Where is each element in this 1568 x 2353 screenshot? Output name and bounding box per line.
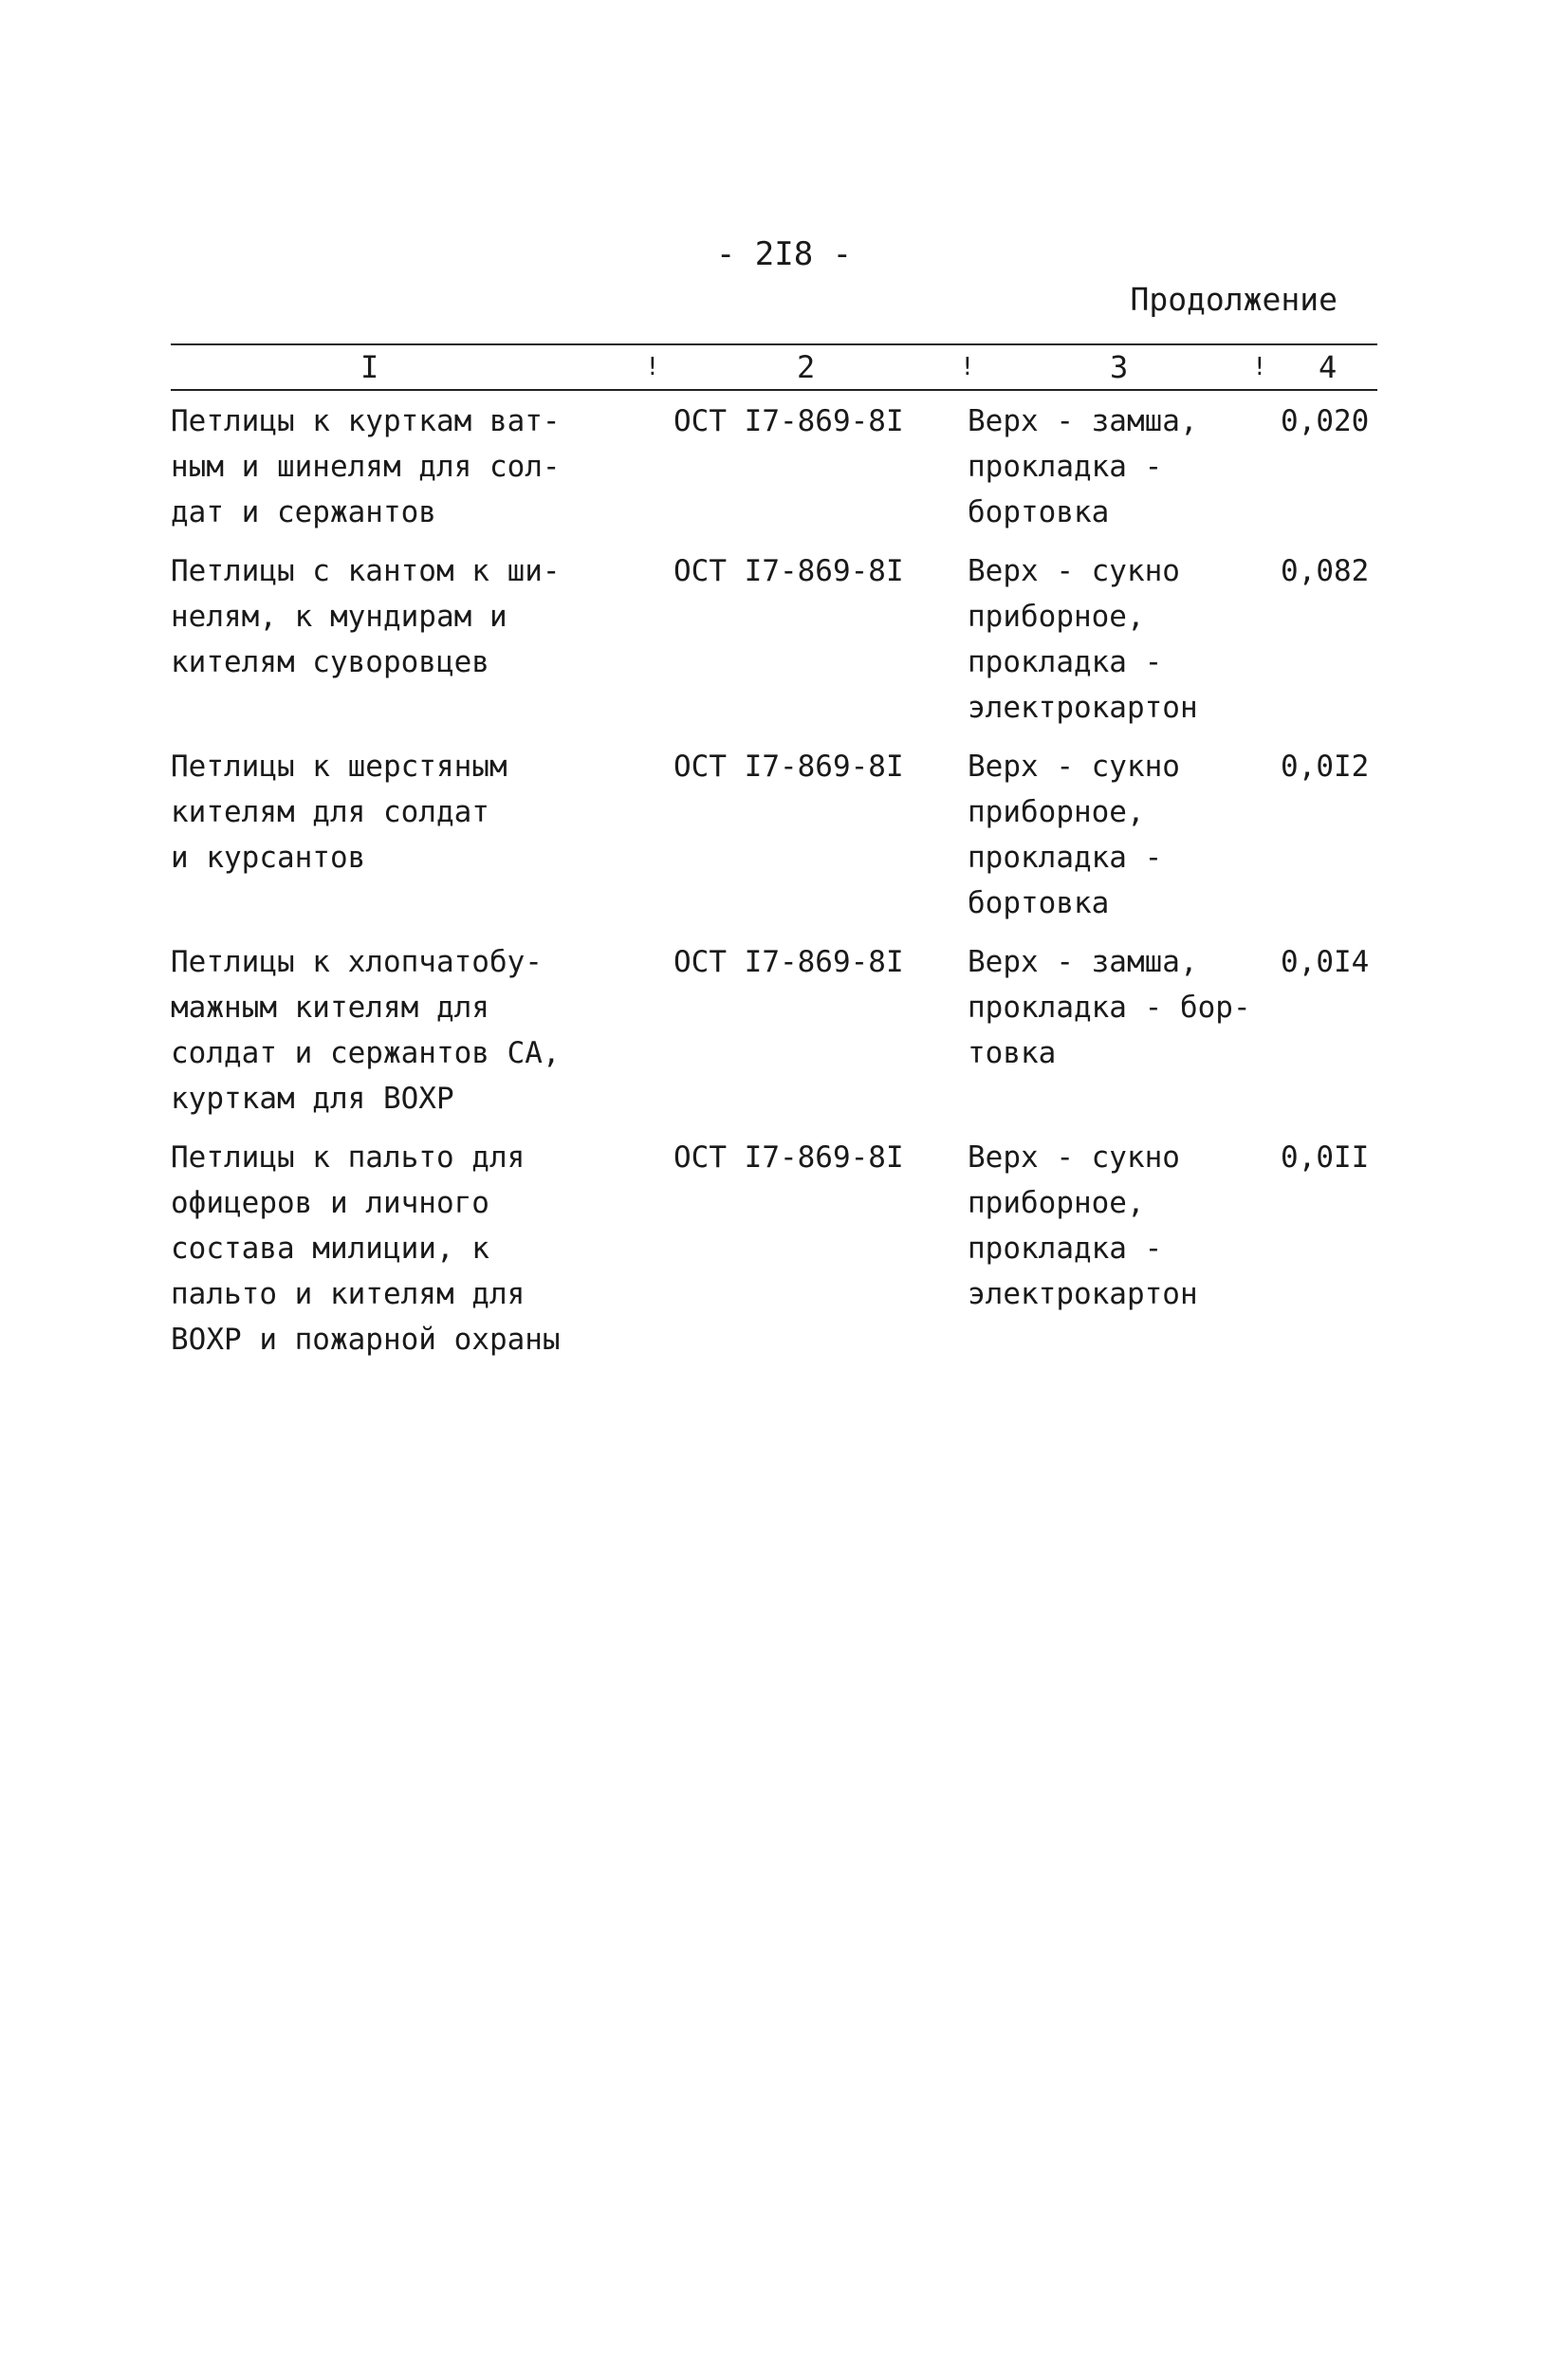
standard-cell: ОСТ I7-869-8I <box>673 554 904 588</box>
table-header-row <box>171 349 1377 387</box>
continuation-label: Продолжение <box>1130 281 1337 318</box>
table-body <box>171 398 1377 1376</box>
standard-cell: ОСТ I7-869-8I <box>673 945 904 979</box>
item-cell: Петлицы к хлопчатобу- мажным кителям для солдат и сержантов СА, курткам для ВОХР <box>171 945 561 1116</box>
table-row <box>171 548 1377 731</box>
page-number: - 2I8 - <box>715 235 853 273</box>
column-separator: ! <box>1252 353 1267 381</box>
material-cell: Верх - замша, прокладка - бортовка <box>968 404 1198 529</box>
standard-cell: ОСТ I7-869-8I <box>673 750 904 784</box>
item-cell: Петлицы с кантом к ши- нелям, к мундирам и кителям суворовцев <box>171 554 561 679</box>
material-cell: Верх - сукно приборное, прокладка - электрокартон <box>968 554 1198 725</box>
standard-cell: ОСТ I7-869-8I <box>673 404 904 438</box>
material-cell: Верх - сукно приборное, прокладка - электрокартон <box>968 1140 1198 1311</box>
material-cell: Верх - сукно приборное, прокладка - бортовка <box>968 750 1180 920</box>
column-separator: ! <box>645 353 660 381</box>
table-top-rule <box>171 343 1377 345</box>
column-header-3: 3 <box>1110 349 1129 385</box>
item-cell: Петлицы к пальто для офицеров и личного состава милиции, к пальто и кителям для ВОХР и пожарной охраны <box>171 1140 561 1357</box>
column-header-4: 4 <box>1319 349 1337 385</box>
value-cell: 0,0II <box>1281 1140 1370 1175</box>
column-separator: ! <box>960 353 975 381</box>
value-cell: 0,0I2 <box>1281 750 1370 784</box>
table-row <box>171 398 1377 535</box>
item-cell: Петлицы к шерстяным кителям для солдат и курсантов <box>171 750 507 875</box>
standard-cell: ОСТ I7-869-8I <box>673 1140 904 1175</box>
table-row <box>171 744 1377 926</box>
value-cell: 0,082 <box>1281 554 1370 588</box>
column-header-2: 2 <box>797 349 816 385</box>
table-row <box>171 939 1377 1121</box>
table-header-rule <box>171 389 1377 391</box>
column-header-1: I <box>360 349 379 385</box>
table-row <box>171 1135 1377 1362</box>
material-cell: Верх - замша, прокладка - бор- товка <box>968 945 1251 1070</box>
value-cell: 0,020 <box>1281 404 1370 438</box>
value-cell: 0,0I4 <box>1281 945 1370 979</box>
item-cell: Петлицы к курткам ват- ным и шинелям для сол- дат и сержантов <box>171 404 561 529</box>
